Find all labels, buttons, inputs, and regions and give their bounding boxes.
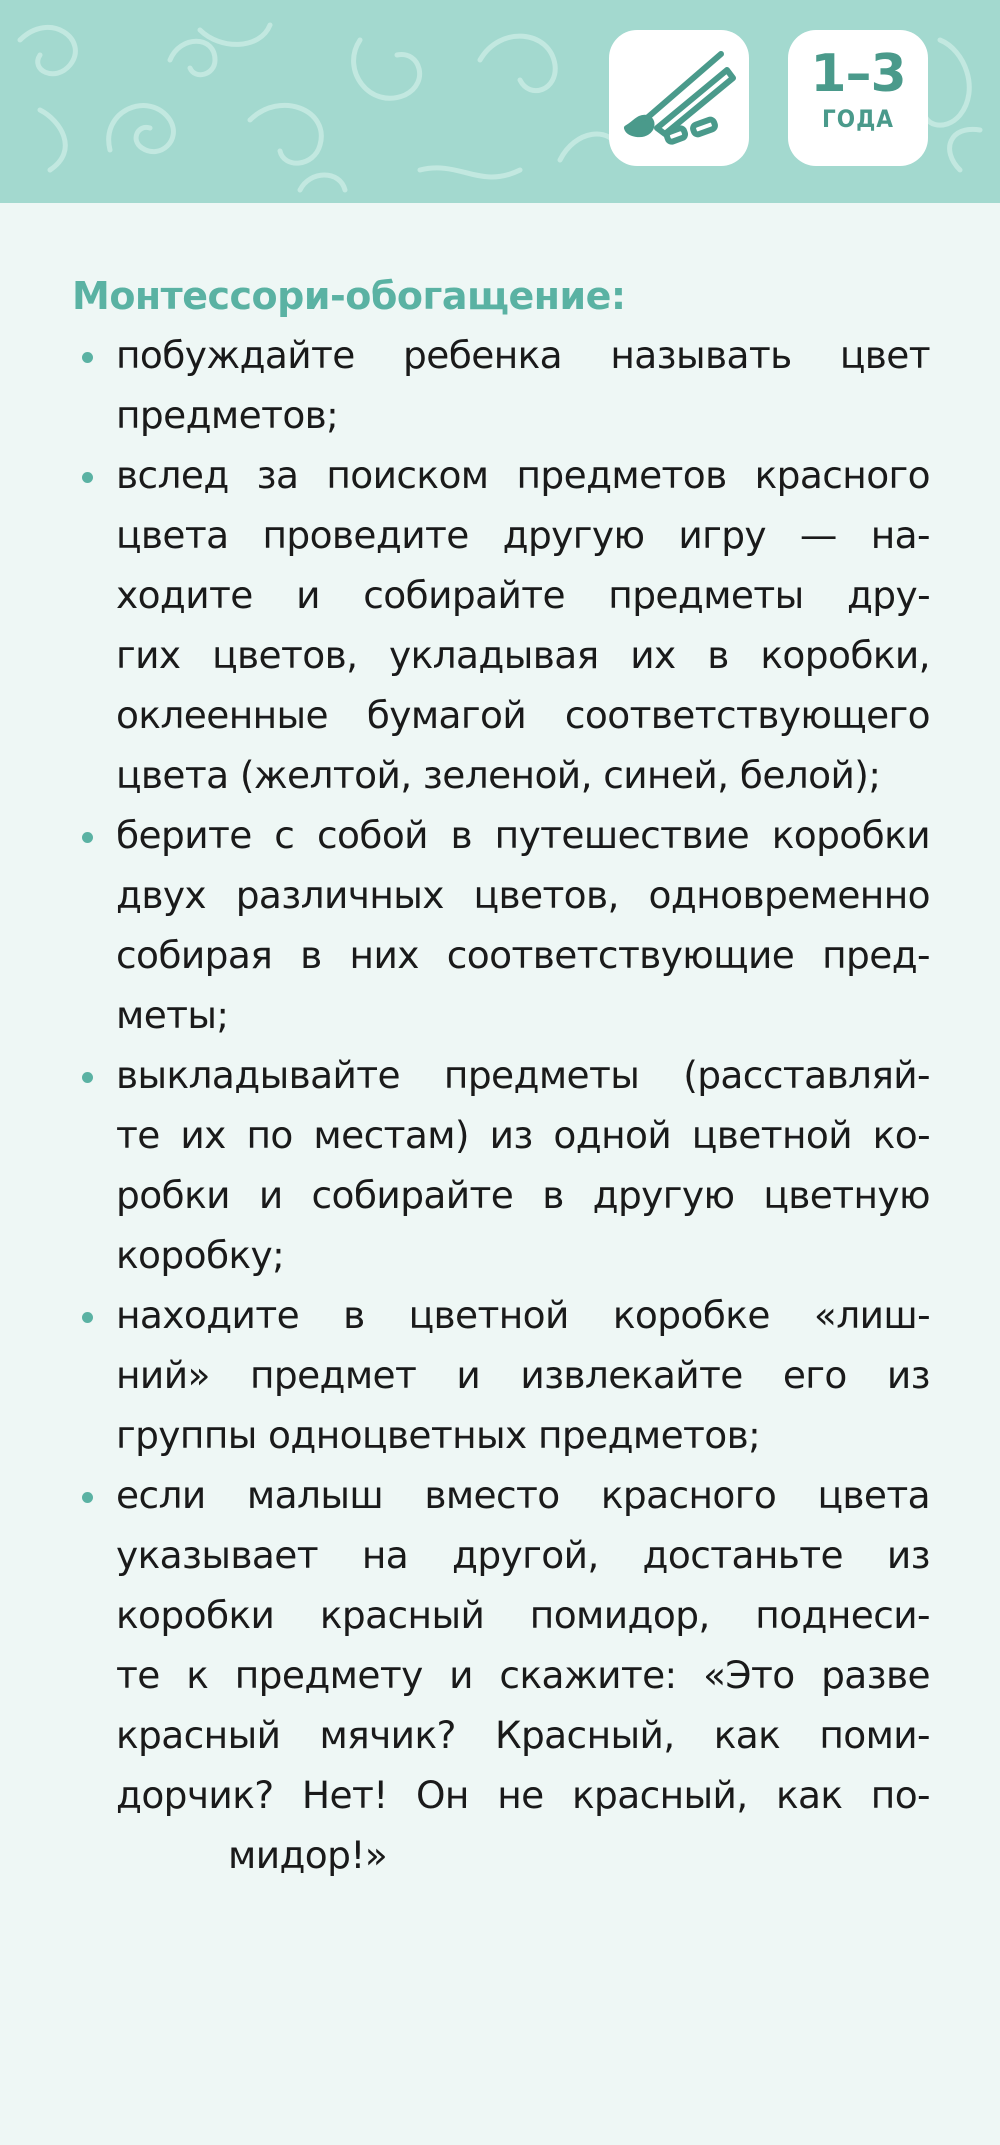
- tools-badge: [609, 30, 749, 166]
- list-item-line: берите с собой в путешествие коробки: [116, 813, 930, 857]
- bullet-dot: [82, 1492, 93, 1503]
- list-item-line: те к предмету и скажите: «Это разве: [116, 1653, 930, 1697]
- bullet-dot: [82, 352, 93, 363]
- list-item-line: цвета (желтой, зеленой, синей, белой);: [116, 753, 881, 797]
- list-item-line: красный мячик? Красный, как поми-: [116, 1713, 930, 1757]
- list-item-line: коробки красный помидор, поднеси-: [116, 1593, 930, 1637]
- list-item-line: ходите и собирайте предметы дру-: [116, 573, 930, 617]
- list-item: [116, 805, 930, 1045]
- bullet-dot: [82, 1312, 93, 1323]
- list-item-line: предметов;: [116, 393, 339, 437]
- list-item: [116, 1465, 930, 1885]
- list-item-line: дорчик? Нет! Он не красный, как по-: [116, 1773, 930, 1817]
- bullet-dot: [82, 1072, 93, 1083]
- list-item-line: робки и собирайте в другую цветную: [116, 1173, 930, 1217]
- bullet-dot: [82, 472, 93, 483]
- list-item-line: ний» предмет и извлекайте его из: [116, 1353, 930, 1397]
- list-item-line: группы одноцветных предметов;: [116, 1413, 761, 1457]
- list-item-line: гих цветов, укладывая их в коробки,: [116, 633, 930, 677]
- age-range: 1–3: [810, 44, 906, 104]
- list-item: [116, 325, 930, 445]
- age-unit: ГОДА: [821, 105, 895, 133]
- list-item-line: выкладывайте предметы (расставляй-: [116, 1053, 930, 1097]
- list-item-line: двух различных цветов, одновременно: [116, 873, 930, 917]
- list-item-line: те их по местам) из одной цветной ко-: [116, 1113, 930, 1157]
- list-item-line: вслед за поиском предметов красного: [116, 453, 930, 497]
- list-item: [116, 445, 930, 805]
- age-badge: [788, 30, 928, 166]
- list-item-line: находите в цветной коробке «лиш-: [116, 1293, 930, 1337]
- list-item-line: оклеенные бумагой соответствующего: [116, 693, 930, 737]
- header-band: [0, 0, 1000, 203]
- bullet-dot: [82, 832, 93, 843]
- main-content: [0, 203, 1000, 1885]
- list-item: [116, 1285, 930, 1465]
- list-item-line: коробку;: [116, 1233, 285, 1277]
- list-item-line: если малыш вместо красного цвета: [116, 1473, 930, 1517]
- list-item-line: указывает на другой, достаньте из: [116, 1533, 930, 1577]
- list-item-line: мидор!»: [228, 1833, 388, 1877]
- list-item-line: побуждайте ребенка называть цвет: [116, 333, 930, 377]
- list-item-line: собирая в них соответствующие пред-: [116, 933, 930, 977]
- list-item: [116, 1045, 930, 1285]
- paintbrush-pencil-icon: [609, 30, 749, 166]
- list-item-line: меты;: [116, 993, 229, 1037]
- list-item-line: цвета проведите другую игру — на-: [116, 513, 930, 557]
- section-title: Монтессори-обогащение:: [72, 274, 626, 318]
- bullet-list: [0, 325, 1000, 1885]
